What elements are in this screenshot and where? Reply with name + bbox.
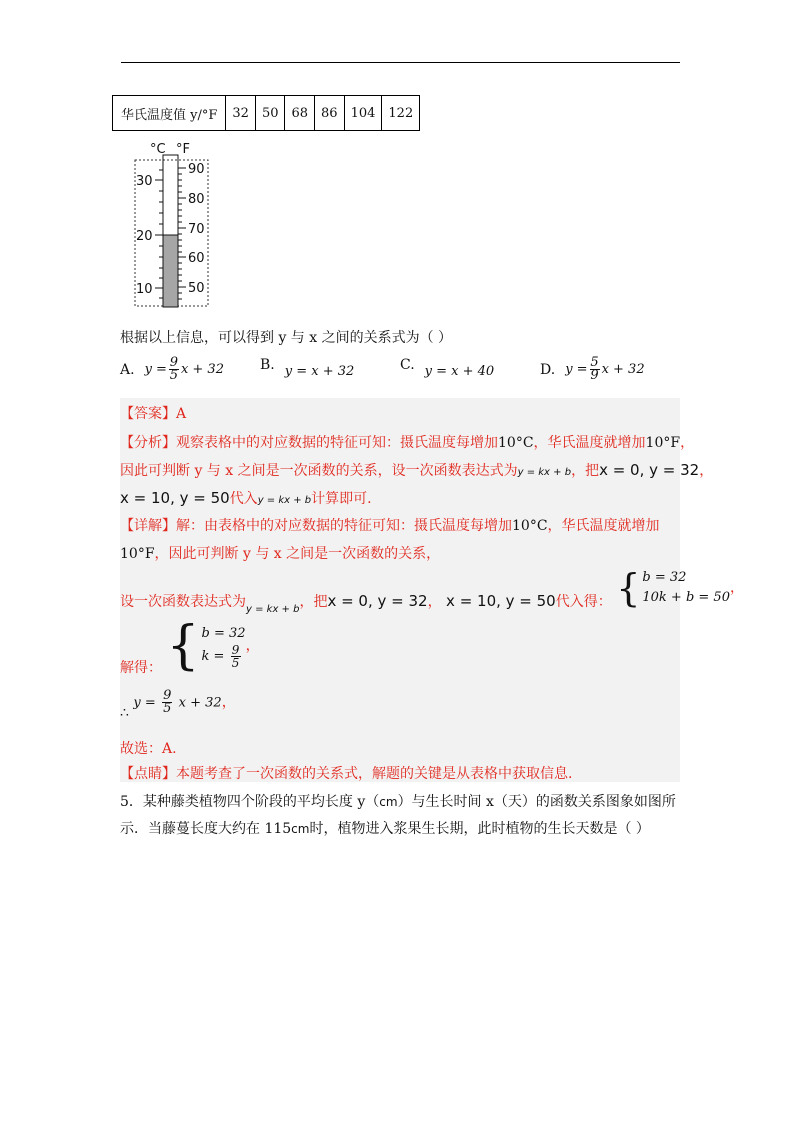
fraction: $\frac{9}{5}$ [169, 355, 179, 383]
option-expr: x + 32 [601, 362, 645, 377]
detail-line-1: 【详解】解：由表格中的对应数据的特征可知：摄氏温度每增加10°C，华氏温度就增加 [120, 518, 660, 534]
solve-line: 解得： { b = 32 k = $\frac{9}{5}$ ， [120, 616, 260, 676]
option-label: D. [540, 361, 556, 378]
table-header-cell: 华氏温度值 y/°F [113, 96, 226, 131]
fahrenheit-tick-label: 50 [188, 281, 205, 296]
option-a [120, 357, 224, 382]
fahrenheit-table [112, 95, 420, 131]
choose-line: 故选：A. [120, 741, 177, 757]
celsius-ticks [155, 170, 163, 298]
table-row [113, 96, 420, 131]
option-d [540, 357, 645, 382]
table-cell: 122 [382, 96, 420, 131]
header-rule [121, 62, 680, 63]
option-expr: y = [144, 362, 167, 377]
fahrenheit-tick-label: 60 [188, 251, 205, 266]
option-expr: y = x + 32 [284, 363, 355, 379]
fraction: $\frac{5}{9}$ [590, 355, 599, 383]
final-line: ∴ y = $\frac{9}{5}$ x + 32， [120, 688, 236, 721]
fraction: $\frac{9}{5}$ [163, 688, 172, 716]
option-label: A. [120, 361, 135, 378]
celsius-tick-label: 20 [136, 229, 153, 244]
option-label: C. [400, 357, 415, 373]
celsius-tick-label: 10 [136, 282, 153, 297]
thermometer-figure [130, 140, 220, 310]
equation-system: { b = 32 10k + b = 50 [616, 566, 730, 610]
fahrenheit-tick-label: 90 [188, 162, 205, 177]
table-cell: 104 [344, 96, 382, 131]
analysis-line-2: 因此可判断 y 与 x 之间是一次函数的关系，设一次函数表达式为y = kx + b，把x = 0, y = 32， [120, 461, 714, 479]
answer-line: 【答案】A [120, 406, 187, 422]
option-expr: y = x + 40 [424, 363, 495, 379]
option-c [400, 357, 495, 379]
thermometer-fill [163, 235, 178, 307]
detail-line-2: 10°F，因此可判断 y 与 x 之间是一次函数的关系， [120, 546, 441, 562]
option-b [260, 357, 355, 379]
question-5-line-2: 示．当藤蔓长度大约在 115cm时，植物进入浆果生长期，此时植物的生长天数是（ ） [120, 821, 650, 837]
fahrenheit-tick-label: 70 [188, 222, 205, 237]
detail-line-3: 设一次函数表达式为$_{y = kx + b}$，把x = 0, y = 32， x = 10, y = 50代入得： { b = 32 10k + b = 50 ， [120, 566, 744, 615]
question-stem: 根据以上信息，可以得到 y 与 x 之间的关系式为（ ） [120, 330, 453, 346]
table-cell: 86 [315, 96, 345, 131]
fahrenheit-ticks [178, 168, 186, 299]
option-label: B. [260, 357, 275, 373]
analysis-line-3: x = 10, y = 50代入y = kx + b计算即可. [120, 489, 372, 507]
celsius-label: °C [150, 142, 166, 157]
table-cell: 50 [255, 96, 285, 131]
fahrenheit-label: °F [176, 142, 190, 157]
option-expr: y = [565, 362, 588, 377]
solution-system: { b = 32 k = $\frac{9}{5}$ [166, 616, 246, 676]
option-expr: x + 32 [180, 362, 224, 377]
analysis-line-1: 【分析】观察表格中的对应数据的特征可知：摄氏温度每增加10°C，华氏温度就增加10°F， [120, 435, 695, 451]
question-5-line-1: 5．某种藤类植物四个阶段的平均长度 y（cm）与生长时间 x（天）的函数关系图象如图所 [120, 794, 676, 810]
table-cell: 32 [226, 96, 256, 131]
celsius-tick-label: 30 [136, 174, 153, 189]
comment-line: 【点睛】本题考查了一次函数的关系式，解题的关键是从表格中获取信息. [120, 766, 573, 782]
table-cell: 68 [285, 96, 315, 131]
fahrenheit-tick-label: 80 [188, 192, 205, 207]
